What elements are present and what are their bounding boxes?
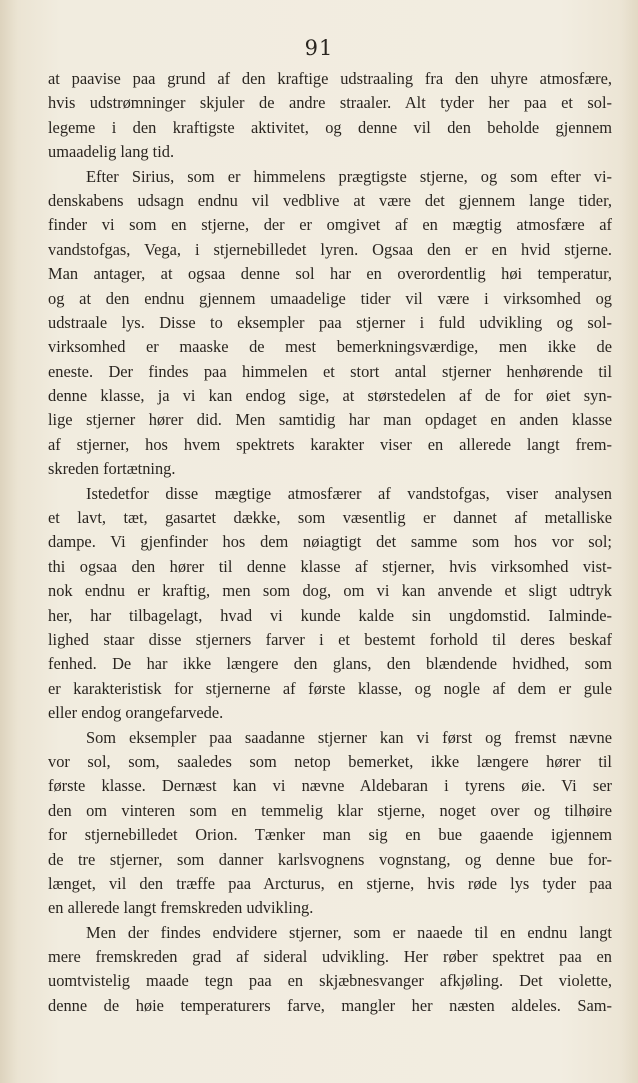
text-line: af stjerner, hos hvem spektrets karakter viser en allerede langt frem-: [48, 434, 612, 454]
text-line: Men der findes endvidere stjerner, som er naaede til en endnu langt: [86, 922, 612, 942]
text-line: vor sol, som, saaledes som netop bemerket, ikke længere hører til: [48, 751, 612, 771]
text-line: den om vinteren som en temmelig klar stjerne, noget over og tilhøire: [48, 800, 612, 820]
text-line: her, har tilbagelagt, hvad vi kunde kalde sin ungdomstid. Ialminde-: [48, 605, 612, 625]
text-line: udstraale lys. Disse to eksempler paa stjerner i fuld udvikling og sol-: [48, 312, 612, 332]
text-line: de tre stjerner, som danner karlsvognens vognstang, og denne bue for-: [48, 849, 612, 869]
body-text: [48, 67, 612, 1018]
text-line: nok endnu er kraftig, men som dog, om vi kan anvende et sligt udtryk: [48, 581, 612, 601]
text-line: Som eksempler paa saadanne stjerner kan vi først og fremst nævne: [86, 727, 612, 747]
text-line: virksomhed er maaske de mest bemerkningsværdige, men ikke de: [48, 337, 612, 357]
text-line: finder vi som en stjerne, der er omgivet af en mægtig atmosfære af: [48, 215, 612, 235]
text-line: for stjernebilledet Orion. Tænker man sig en bue gaaende igjennem: [48, 825, 612, 845]
text-line: thi ogsaa den hører til denne klasse af stjerner, hvis virksomhed vist-: [48, 556, 612, 576]
text-line: eneste. Der findes paa himmelen et stort antal stjerner henhørende til: [48, 361, 612, 381]
page-number: 91: [304, 36, 334, 60]
text-line: legeme i den kraftigste aktivitet, og denne vil den beholde gjennem: [48, 117, 612, 137]
text-line: denne klasse, ja vi kan endog sige, at størstedelen af de for øiet syn-: [48, 386, 612, 406]
text-line: er karakteristisk for stjernerne af første klasse, og nogle af dem er gule: [48, 678, 612, 698]
text-line: lige stjerner hører did. Men samtidig har man opdaget en anden klasse: [48, 410, 612, 430]
text-line: første klasse. Dernæst kan vi nævne Aldebaran i tyrens øie. Vi ser: [48, 776, 612, 796]
text-line: skreden fortætning.: [48, 459, 176, 479]
text-line: Efter Sirius, som er himmelens prægtigste stjerne, og som efter vi-: [86, 166, 612, 186]
text-line: denskabens udsagn endnu vil vedblive at være det gjennem lange tider,: [48, 190, 612, 210]
text-line: mere fremskreden grad af sideral udvikling. Her røber spektret paa en: [48, 947, 612, 967]
text-line: at paavise paa grund af den kraftige udstraaling fra den uhyre atmosfære,: [48, 69, 612, 88]
text-line: uomtvistelig maade tegn paa en skjæbnesvanger afkjøling. Det violette,: [48, 971, 612, 991]
text-line: fenhed. De har ikke længere den glans, den blændende hvidhed, som: [48, 654, 612, 674]
text-line: en allerede langt fremskreden udvikling.: [48, 898, 314, 918]
text-line: hvis udstrømninger skjuler de andre straaler. Alt tyder her paa et sol-: [48, 93, 612, 113]
text-line: Man antager, at ogsaa denne sol har en overordentlig høi temperatur,: [48, 264, 612, 284]
text-line: denne de høie temperaturers farve, mangler her næsten aldeles. Sam-: [48, 995, 612, 1015]
text-line: vandstofgas, Vega, i stjernebilledet lyren. Ogsaa den er en hvid stjerne.: [48, 239, 612, 259]
text-line: og at den endnu gjennem umaadelige tider vil være i virksomhed og: [48, 288, 612, 308]
text-line: Istedetfor disse mægtige atmosfærer af vandstofgas, viser analysen: [86, 483, 612, 503]
text-line: umaadelig lang tid.: [48, 142, 175, 162]
text-line: lighed staar disse stjerners farver i et bestemt forhold til deres beskaf: [48, 629, 612, 649]
text-line: dampe. Vi gjenfinder hos dem nøiagtigt det samme som hos vor sol;: [48, 532, 612, 552]
text-line: eller endog orangefarvede.: [48, 703, 224, 723]
text-line: længet, vil den træffe paa Arcturus, en stjerne, hvis røde lys tyder paa: [48, 873, 612, 893]
text-line: et lavt, tæt, gasartet dække, som væsentlig er dannet af metalliske: [48, 508, 612, 528]
